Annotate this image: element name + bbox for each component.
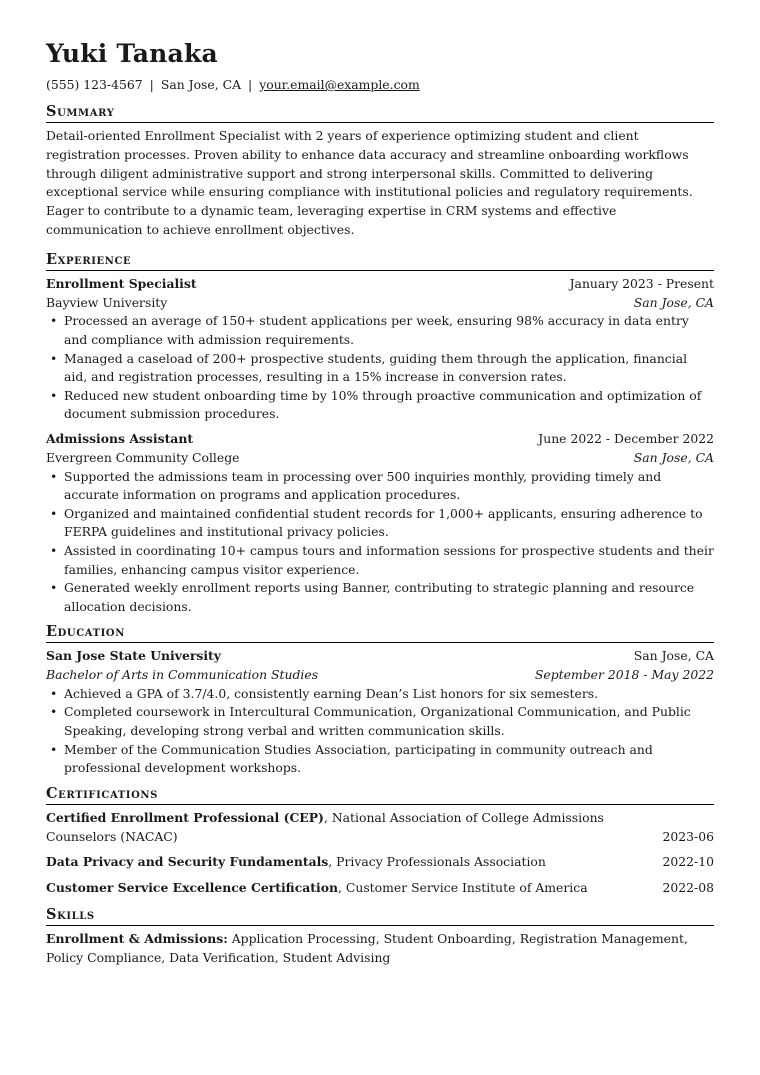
certification-date: 2022-10: [662, 854, 714, 870]
summary-section: [46, 102, 714, 240]
certification-item: [46, 853, 714, 872]
location: San Jose, CA: [160, 77, 242, 92]
certification-text: [46, 879, 588, 898]
education-bullets: [46, 685, 714, 778]
employer: Bayview University: [46, 294, 168, 310]
entry-subheader-row: [46, 449, 714, 468]
separator: |: [149, 77, 154, 92]
bullet-item: • Achieved a GPA of 3.7/4.0, consistently earning Dean’s List honors for six semesters.: [64, 685, 714, 704]
bullet-item: • Completed coursework in Intercultural Communication, Organizational Communication, and Public Speaking, developing strong verbal and written communication skills.: [64, 703, 714, 740]
section-title-skills: Skills: [46, 905, 714, 926]
section-title-experience: Experience: [46, 250, 714, 271]
section-title-summary: Summary: [46, 102, 714, 123]
skill-category: Enrollment & Admissions:: [46, 931, 228, 947]
job-bullets: [46, 468, 714, 617]
entry-subheader-row: [46, 294, 714, 313]
school-name: San Jose State University: [46, 648, 221, 664]
experience-entry: [46, 430, 714, 616]
bullet-item: • Organized and maintained confidential student records for 1,000+ applicants, ensuring adherence to FERPA guidelines and institutional privacy policies.: [64, 505, 714, 542]
education-dates: September 2018 - May 2022: [534, 667, 714, 683]
certification-name: Customer Service Excellence Certification: [46, 880, 338, 896]
candidate-name: Yuki Tanaka: [46, 39, 218, 68]
skills-section: [46, 905, 714, 968]
bullet-item: • Generated weekly enrollment reports using Banner, contributing to strategic planning and resource allocation decisions.: [64, 579, 714, 616]
bullet-item: • Member of the Communication Studies Association, participating in community outreach and professional development workshops.: [64, 741, 714, 778]
certification-name: Data Privacy and Security Fundamentals: [46, 854, 329, 870]
entry-header-row: [46, 647, 714, 666]
experience-entry: [46, 275, 714, 424]
separator: |: [248, 77, 253, 92]
bullet-item: • Reduced new student onboarding time by 10% through proactive communication and optimization of document submission procedures.: [64, 387, 714, 424]
bullet-item: • Processed an average of 150+ student applications per week, ensuring 98% accuracy in data entry and compliance with admission requirements.: [64, 312, 714, 349]
contact-line: [46, 76, 714, 94]
job-location: San Jose, CA: [633, 294, 714, 310]
degree: Bachelor of Arts in Communication Studies: [46, 667, 319, 683]
certification-date: 2022-08: [662, 880, 714, 896]
certifications-section: [46, 784, 714, 898]
bullet-item: • Managed a caseload of 200+ prospective students, guiding them through the application, financial aid, and registration processes, resulting in a 15% increase in conversion rates.: [64, 350, 714, 387]
skill-list: Application Processing, Student Onboarding, Registration Management, Policy Compliance, Data Verification, Student Advising: [46, 931, 688, 965]
email-link[interactable]: your.email@example.com: [259, 77, 420, 92]
section-title-education: Education: [46, 622, 714, 643]
job-bullets: [46, 312, 714, 424]
certification-text: [46, 853, 546, 872]
job-dates: June 2022 - December 2022: [538, 430, 714, 446]
school-location: San Jose, CA: [633, 648, 714, 664]
certification-item: [46, 879, 714, 898]
entry-subheader-row: [46, 666, 714, 685]
education-section: [46, 622, 714, 778]
experience-section: [46, 250, 714, 617]
certification-issuer: , Customer Service Institute of America: [337, 880, 588, 896]
section-title-certifications: Certifications: [46, 784, 714, 805]
employer: Evergreen Community College: [46, 449, 240, 465]
entry-header-row: [46, 430, 714, 449]
summary-text: Detail-oriented Enrollment Specialist with 2 years of experience optimizing student and client registration processes. Proven ability to enhance data accuracy and streamline onboarding workflows through diligent administrative support and strong interpersonal skills. Committed to delivering exceptional service while ensuring compliance with institutional policies and regulatory requirements. Eager to contribute to a dynamic team, leveraging expertise in CRM systems and effective communication to achieve enrollment objectives.: [46, 128, 693, 237]
bullet-item: • Assisted in coordinating 10+ campus tours and information sessions for prospective students and their families, enhancing campus visitor experience.: [64, 542, 714, 579]
certification-item: [46, 809, 714, 847]
job-location: San Jose, CA: [633, 449, 714, 465]
phone-number: (555) 123-4567: [46, 77, 143, 92]
education-entry: [46, 647, 714, 778]
job-title: Admissions Assistant: [46, 430, 194, 446]
job-dates: January 2023 - Present: [569, 275, 714, 291]
certification-date: 2023-06: [662, 828, 714, 844]
entry-header-row: [46, 275, 714, 294]
certification-issuer: , National Association of College Admissions Counselors (NACAC): [46, 809, 604, 844]
certification-issuer: , Privacy Professionals Association: [328, 854, 546, 870]
bullet-item: • Supported the admissions team in processing over 500 inquiries monthly, providing timely and accurate information on programs and application procedures.: [64, 468, 714, 505]
job-title: Enrollment Specialist: [46, 275, 197, 291]
certification-text: [46, 809, 646, 847]
skills-line: [46, 930, 714, 968]
certification-name: Certified Enrollment Professional (CEP): [46, 809, 324, 825]
